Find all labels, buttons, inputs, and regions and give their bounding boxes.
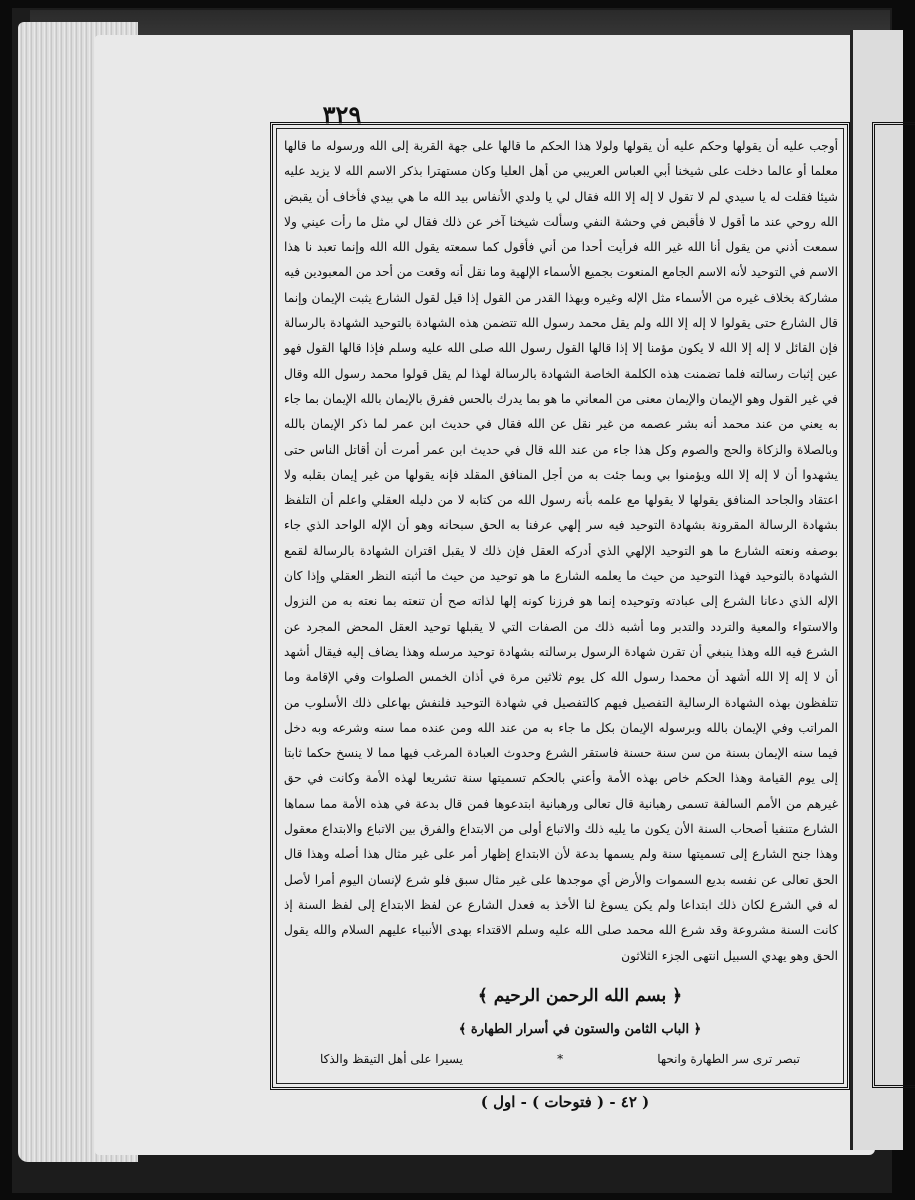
verse-line — [320, 1052, 800, 1066]
verse-separator: * — [557, 1052, 564, 1066]
chapter-title: ﴿ الباب الثامن والستون في أسرار الطهارة ﴾ — [458, 1022, 702, 1037]
basmala: ﴿ بسم الله الرحمن الرحيم ﴾ — [477, 986, 683, 1006]
verse-right-hemistich: تبصر ترى سر الطهارة وانحها — [657, 1052, 800, 1066]
verse-left-hemistich: يسيرا على أهل التيقظ والذكا — [320, 1052, 463, 1066]
page-number: ٣٢٩ — [322, 100, 362, 129]
page-footer-signature: ( ٤٢ - ( فتوحات ) - اول ) — [480, 1093, 650, 1111]
main-text-block: أوجب عليه أن يقولها وحكم عليه أن يقولها ولولا هذا الحكم ما قالها على جهة القربة إلى الله ورسوله ما قالها معلما أو عالما دخلت على شيخنا أبي العباس العريبي من أهل العليا وكان مستهترا بذكر الاسم الله لا يزيد عليه شيئا فقلت له يا سيدي لم لا تقول لا إله إلا الله فقال لي يا ولدي الأنفاس بيد الله ما هي بيدي فأخاف أن يقبض الله روحي عند ما أقول لا فأقبض في وحشة النفي وسألت شيخنا آخر عن ذلك فقال لي مثل ما رأت عيني ولا سمعت أذني من يقول أنا الله غير الله فرأيت أحدا من أني فأقول كما سمعته يقول الله الله وإنما تعبد نا هذا الاسم في التوحيد لأنه الاسم الجامع المنعوت بجميع الأسماء الإلهية وما نقل أنه وقعت من أحد من المعبودين فيه مشاركة بخلاف غيره من الأسماء مثل الإله وغيره وبهذا القدر من القول إذا قيل لقول الشارع يثبت الإيمان وإنما قال الشارع حتى يقولوا لا إله إلا الله ولم يقل محمد رسول الله تتضمن هذه الشهادة بالتوحيد الشهادة بالرسالة فإن القائل لا إله إلا الله لا يكون مؤمنا إلا إذا قالها القول رسول الله صلى الله عليه وسلم فإذا قالها القول فهو عين إثبات رسالته فلما تضمنت هذه الكلمة الخاصة الشهادة بالرسالة لهذا لم يقل قولوا محمد رسول الله وقال في غير القول وهو الإيمان والإيمان معنى من المعاني ما هو بما يدرك بالحس ففرق بالإيمان بالله الإيمان بما جاء به يعني من عند محمد أنه بشر عصمه من غير نقل عن الله فقال في حديث ابن عمر لما ذكر الإيمان بالله وبالصلاة والزكاة والحج والصوم وكل هذا جاء من عند الله قال في حديث ابن عمر أمرت أن أقاتل الناس حتى يشهدوا أن لا إله إلا الله ويؤمنوا بي وبما جئت به من أجل المنافق المقلد فإنه يقولها من غير إيمان بقلبه ولا اعتقاد والجاحد المنافق يقولها لا يقولها مع علمه بأنه رسول الله من كتابه لا من دليله العقلي واعلم أن التلفظ بشهادة الرسالة المقرونة بشهادة التوحيد فيه سر إلهي عرفنا به الحق سبحانه وهو أن الإله الواحد الذي جاء بوصفه ونعته الشارع ما هو التوحيد الإلهي الذي أدركه العقل فإن ذلك لا يقبل اقتران الشهادة بالرسالة لقمع الشهادة بالتوحيد فهذا التوحيد من حيث ما يعلمه الشارع ما هو توحيد من حيث ما أثبته النظر العقلي وإذا كان الإله الذي دعانا الشرع إلى عبادته وتوحيده إنما هو فرزنا كونه إلها لذاته صح أن تنعته بما نعته به من النزول والاستواء والمعية والتردد والتدبر وما أشبه ذلك من الصفات التي لا يقبلها توحيد العقل المحض المجرد عن الشرع فيه الله وهذا ينبغي أن تقرن شهادة الرسول برسالته بشهادة توحيد مرسله وهذا يضاف إليه فيقال أشهد أن لا إله إلا الله أشهد أن محمدا رسول الله كل يوم ثلاثين مرة في أذان الخمس الصلوات وفي الإقامة وما تتلفظون بهذه الشهادة الرسالية التفصيل فيهم كالتفصيل في شهادة التوحيد فلنفش بهاعلى ذلك الأسلوب من المراتب وفي الإيمان بالله وبرسوله الإيمان بكل ما جاء به من عند الله ومن عنده مما سنه وشرعه وبه دخل فيما سنه الإيمان بسنة من سن سنة حسنة فاستقر الشرع وحدوث العبادة المرغب فيها مما لا ينسخ حكما ثابتا إلى يوم القيامة وهذا الحكم خاص بهذه الأمة وأعني بالحكم تسميتها سنة تشريعا لهذه الأمة وكانت في حق غيرهم من الأمم السالفة تسمى رهبانية قال تعالى ورهبانية ابتدعوها فمن قال بدعة في هذه الأمة مما سماها الشارع متنفيا أصحاب السنة الأن يكون ما يليه ذلك والاتباع أولى من الابتداع والفرق بين الاتباع والابتداع معقول وهذا جنح الشارع إلى تسميتها سنة ولم يسمها بدعة لأن الابتداع إظهار أمر على غير مثال هذا أصله وهذا قال الحق تعالى عن نفسه بديع السموات والأرض أي موجدها على غير مثال سبق فلو شرع لإنسان اليوم أمرا لأصل له في الشرع لكان ذلك ابتداعا ولم يكن يسوغ لنا الأخذ به فعدل الشارع عن لفظ الابتداع إلى لفظ السنة إذ كانت السنة مشروعة وقد شرع الله محمد صلى الله عليه وسلم الاقتداء بهدى الأنبياء عليهم السلام والله يقول الحق وهو يهدي السبيل انتهى الجزء الثلاثون — [284, 139, 838, 963]
right-page-frame — [872, 122, 915, 1088]
